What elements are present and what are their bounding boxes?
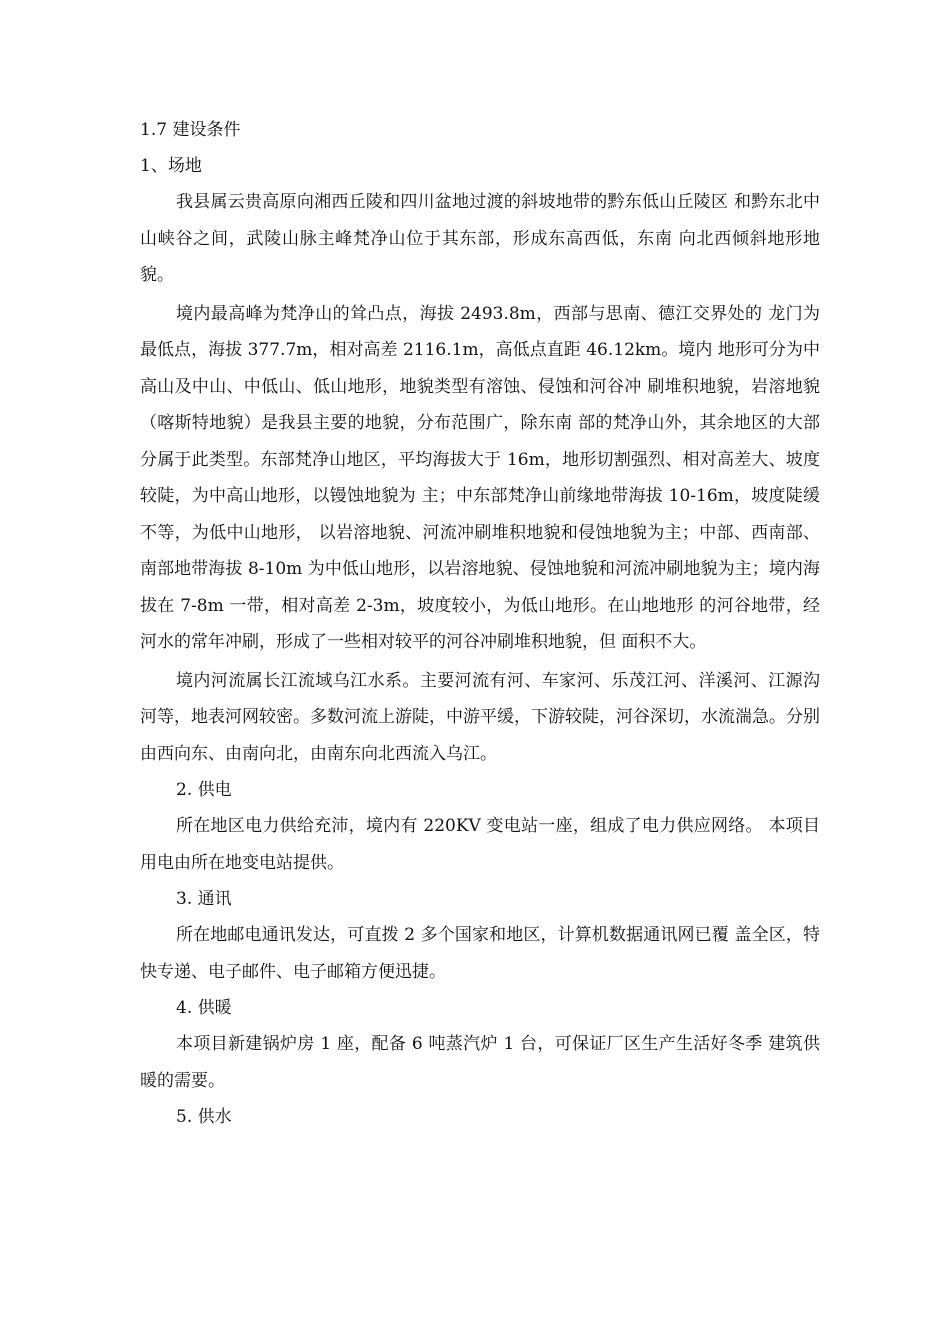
- power-paragraph: 所在地区电力供给充沛，境内有 220KV 变电站一座，组成了电力供应网络。 本项目用电由所在地变电站提供。: [140, 816, 820, 873]
- telecom-paragraph: 所在地邮电通讯发达，可直拨 2 多个国家和地区，计算机数据通讯网已覆 盖全区，特快专递、电子邮件、电子邮箱方便迅捷。: [140, 925, 820, 982]
- site-paragraph-elevation: 境内最高峰为梵净山的耸凸点，海拔 2493.8m，西部与思南、德江交界处的 龙门为最低点，海拔 377.7m，相对高差 2116.1m，高低点直距 46.12km。境内 地形可分为中高山及中山、中低山、低山地形，地貌类型有溶蚀、侵蚀和河谷冲 刷堆积地貌，岩溶地貌（喀斯特地貌）是我县主要的地貌，分布范围广，除东南 部的梵净山外，其余地区的大部分属于此类型。东部梵净山地区，平均海拔大于 16m，地形切割强烈、相对高差大、坡度较陡，为中高山地形，以镘蚀地貌为 主；中东部梵净山前缘地带海拔 10-16m，坡度陡缓不等，为低中山地形， 以岩溶地貌、河流冲刷堆积地貌和侵蚀地貌为主；中部、西南部、南部地带海拔 8-10m 为中低山地形，以岩溶地貌、侵蚀地貌和河流冲刷地貌为主；境内海 拔在 7-8m 一带，相对高差 2-3m，坡度较小，为低山地形。在山地地形 的河谷地带，经河水的常年冲刷，形成了一些相对较平的河谷冲刷堆积地貌，但 面积不大。: [140, 303, 820, 652]
- power-heading: 2. 供电: [176, 780, 232, 800]
- document-body: [140, 112, 820, 1135]
- telecom-heading: 3. 通讯: [176, 889, 232, 909]
- site-paragraph-terrain: 我县属云贵高原向湘西丘陵和四川盆地过渡的斜坡地带的黔东低山丘陵区 和黔东北中山峡谷之间，武陵山脉主峰梵净山位于其东部，形成东高西低，东南 向北西倾斜地形地貌。: [140, 192, 820, 285]
- section-heading: 1.7 建设条件: [140, 120, 241, 140]
- heating-paragraph: 本项目新建锅炉房 1 座，配备 6 吨蒸汽炉 1 台，可保证厂区生产生活好冬季 建筑供暖的需要。: [140, 1034, 820, 1091]
- water-heading: 5. 供水: [176, 1107, 232, 1127]
- site-paragraph-rivers: 境内河流属长江流域乌江水系。主要河流有河、车家河、乐茂江河、洋溪河、江源沟河等，地表河网较密。多数河流上游陡，中游平缓，下游较陡，河谷深切，水流湍急。分别由西向东、由南向北，由南东向北西流入乌江。: [140, 670, 820, 764]
- heating-heading: 4. 供暖: [176, 998, 232, 1018]
- site-heading: 1、场地: [140, 156, 202, 176]
